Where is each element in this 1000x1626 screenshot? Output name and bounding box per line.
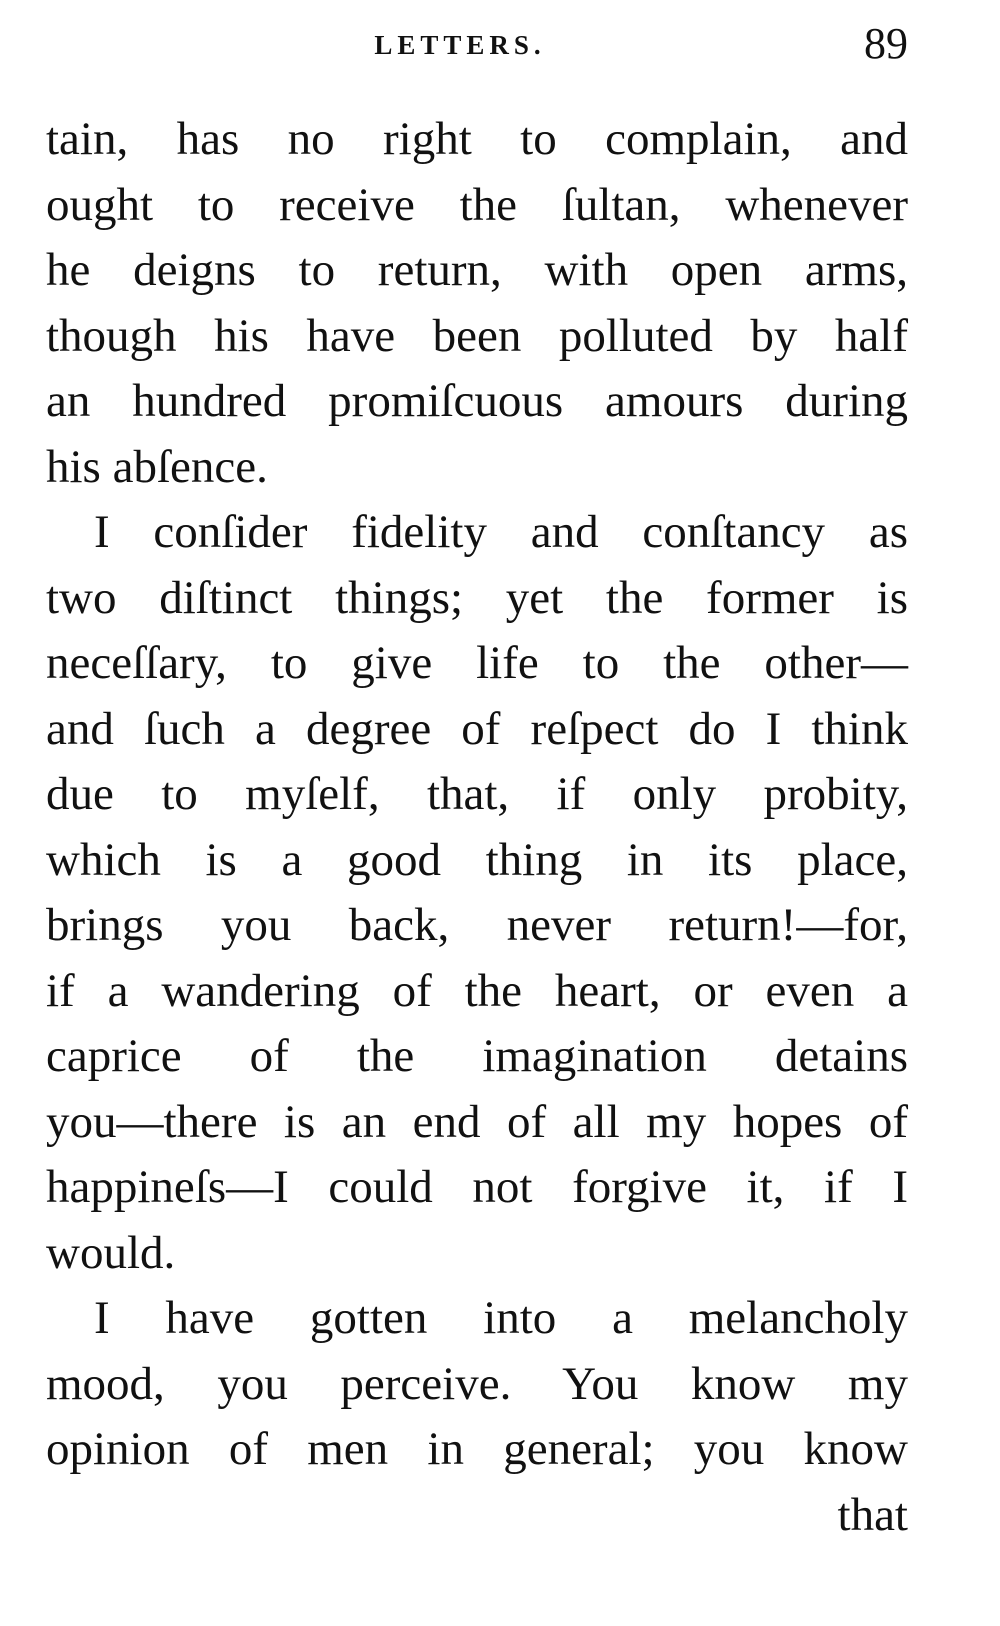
- text-line: though his have been polluted by half: [46, 309, 908, 362]
- text-line: two diſtinct things; yet the former is: [46, 571, 908, 624]
- text-line: you—there is an end of all my hopes of: [46, 1095, 908, 1148]
- text-line: tain, has no right to complain, and: [46, 113, 908, 165]
- text-line: neceſſary, to give life to the other—: [46, 637, 908, 689]
- paragraph-start-line: I conſider fidelity and conſtancy as: [94, 506, 908, 558]
- running-head: [0, 19, 1000, 72]
- text-line: happineſs—I could not forgive it, if I: [46, 1161, 908, 1213]
- text-line: an hundred promiſcuous amours during: [46, 375, 908, 427]
- text-line: opinion of men in general; you know: [46, 1423, 908, 1475]
- text-line: due to myſelf, that, if only probity,: [46, 768, 908, 820]
- text-line: he deigns to return, with open arms,: [46, 244, 908, 296]
- text-line: ought to receive the ſultan, whenever: [46, 178, 908, 231]
- page-number: 89: [864, 19, 908, 68]
- paragraph-start-line: I have gotten into a melancholy: [94, 1292, 908, 1344]
- text-line: brings you back, never return!—for,: [46, 899, 908, 951]
- body-text: [46, 107, 908, 1548]
- text-line: if a wandering of the heart, or even a: [46, 964, 908, 1017]
- text-line: would.: [46, 1226, 176, 1279]
- catchword: that: [837, 1488, 908, 1541]
- text-line: his abſence.: [46, 440, 268, 493]
- text-line: mood, you perceive. You know my: [46, 1357, 908, 1410]
- text-line: and ſuch a degree of reſpect do I think: [46, 702, 908, 755]
- running-head-title: LETTERS.: [374, 30, 546, 60]
- text-line: caprice of the imagination detains: [46, 1030, 908, 1082]
- text-line: which is a good thing in its place,: [46, 833, 908, 886]
